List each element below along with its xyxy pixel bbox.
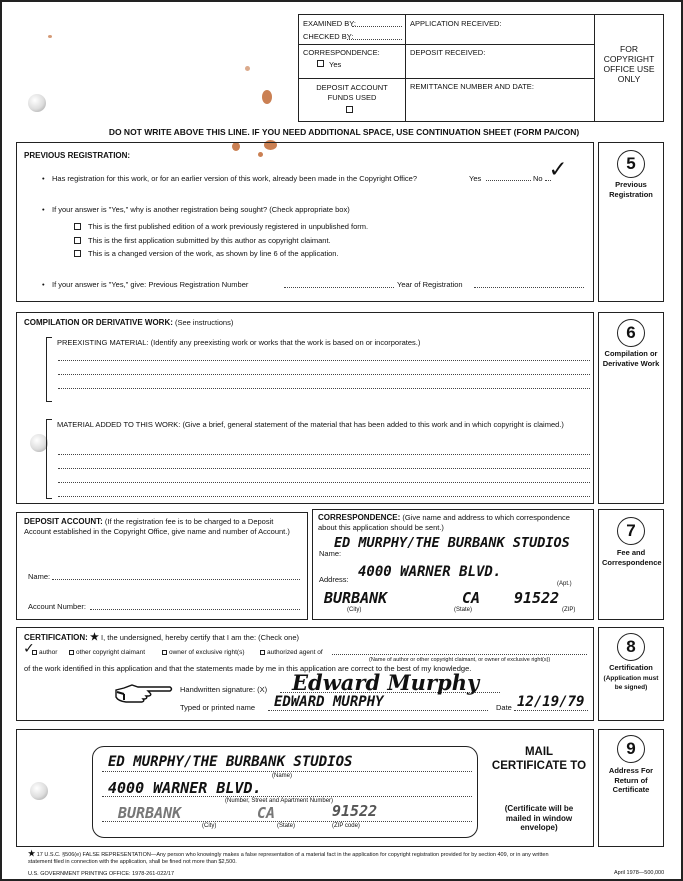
reason-option-1-label: This is the first published edition of a work previously registered in unpublished form. [88, 222, 369, 231]
section-6-number: 6 [617, 319, 645, 347]
bullet: • [42, 280, 45, 289]
correspondence-state-label: (State) [454, 607, 473, 613]
certification-intro: I, the undersigned, hereby certify that I am the: (Check one) [101, 633, 300, 642]
date-field[interactable] [514, 710, 588, 711]
star-icon: ★ [89, 632, 99, 643]
deposit-account-heading: DEPOSIT ACCOUNT: [24, 517, 103, 526]
certification-statement: of the work identified in this application and that the statements made by me in this application are correct to the best of my knowledge. [24, 664, 472, 673]
bullet: • [42, 174, 45, 183]
previous-registration-number-label: If your answer is "Yes," give: Previous Registration Number [52, 280, 249, 289]
mail-zip-value[interactable]: 91522 [332, 802, 378, 820]
deposit-account-used-checkbox[interactable] [346, 106, 353, 113]
pointing-hand-icon [114, 680, 174, 706]
edition-line: April 1978—500,000 [614, 870, 665, 876]
previous-registration-no: No [533, 174, 543, 183]
star-icon: ★ [28, 849, 36, 858]
application-received-label: APPLICATION RECEIVED: [410, 19, 502, 28]
mail-certificate-note: (Certificate will be mailed in window envelope) [504, 804, 574, 832]
previous-registration-heading: PREVIOUS REGISTRATION: [24, 151, 131, 160]
deposit-account-number-field[interactable] [90, 609, 300, 610]
material-added-line-2[interactable] [58, 468, 590, 469]
mail-street-value[interactable]: 4000 WARNER BLVD. [108, 779, 262, 797]
previous-registration-no-check[interactable]: ✓ [550, 154, 566, 184]
preexisting-line-3[interactable] [58, 388, 590, 389]
stain [245, 66, 250, 71]
owner-exclusive-checkbox[interactable] [162, 650, 167, 655]
correspondence-yes-label: Yes [329, 60, 342, 69]
author-check-mark[interactable]: ✓ [24, 638, 34, 657]
stain [262, 90, 272, 104]
deposit-account-instructions: (If the registration fee is to be charged to a Deposit Account established in the Copyright Office, give name and number of Account.) [24, 517, 290, 536]
punch-hole-top [28, 94, 46, 112]
other-claimant-option: other copyright claimant [76, 649, 146, 656]
compilation-heading: COMPILATION OR DERIVATIVE WORK: [24, 318, 173, 327]
preexisting-line-2[interactable] [58, 374, 590, 375]
material-added-line-1[interactable] [58, 454, 590, 455]
year-of-registration-field[interactable] [474, 287, 584, 288]
office-use-only-label: FOR COPYRIGHT OFFICE USE ONLY [603, 44, 655, 84]
correspondence-apt-label: (Apt.) [557, 581, 572, 587]
author-checkbox[interactable] [32, 650, 37, 655]
section-9-number: 9 [617, 735, 645, 763]
correspondence-state-value[interactable]: CA [462, 589, 481, 607]
previous-registration-number-field[interactable] [284, 287, 394, 288]
date-value[interactable]: 12/19/79 [517, 694, 585, 710]
false-representation-text: 17 U.S.C. §506(e) FALSE REPRESENTATION—Any person who knowingly makes a false representation of a material fact in the application for copyright registration provided for by section 409, or in any written statement filed in connection with the application, shall be fined not more than $2,500. [28, 852, 549, 865]
stain [48, 35, 52, 38]
correspondence-heading: CORRESPONDENCE: [318, 513, 401, 522]
other-claimant-checkbox[interactable] [69, 650, 74, 655]
correspondence-city-label: (City) [347, 607, 362, 613]
correspondence-name-value[interactable]: ED MURPHY/THE BURBANK STUDIOS [334, 535, 570, 551]
reason-option-2-label: This is the first application submitted by this author as copyright claimant. [88, 236, 331, 245]
mail-name-value[interactable]: ED MURPHY/THE BURBANK STUDIOS [108, 754, 353, 770]
authorized-agent-note: (Name of author or other copyright claimant, or owner of exclusive right(s)) [369, 657, 551, 663]
correspondence-instructions: (Give name and address to which correspondence about this application should be sent.) [318, 513, 570, 532]
previous-registration-yes: Yes [469, 174, 482, 183]
deposit-received-label: DEPOSIT RECEIVED: [410, 48, 486, 57]
deposit-name-field[interactable] [52, 579, 300, 580]
bullet: • [42, 205, 45, 214]
examined-by-label: EXAMINED BY: [303, 19, 356, 28]
authorized-agent-checkbox[interactable] [260, 650, 265, 655]
certification-heading: CERTIFICATION: [24, 633, 88, 642]
typed-name-field[interactable] [268, 710, 488, 711]
section-8-number: 8 [617, 633, 645, 661]
mail-city-label: (City) [202, 823, 217, 829]
authorized-agent-option: authorized agent of [267, 649, 323, 656]
section-6-label: Compilation or Derivative Work [602, 349, 660, 368]
preexisting-bracket [46, 337, 52, 402]
previous-registration-question: Has registration for this work, or for an earlier version of this work, already been made in the Copyright Office? [52, 174, 418, 183]
correspondence-zip-value[interactable]: 91522 [514, 589, 560, 607]
certification-intro-line [24, 633, 299, 642]
compilation-heading-note: (See instructions) [174, 318, 234, 327]
owner-exclusive-option: owner of exclusive right(s) [169, 649, 245, 656]
correspondence-zip-label: (ZIP) [562, 607, 576, 613]
reason-option-1-checkbox[interactable] [74, 223, 81, 230]
correspondence-address-label: Address: [319, 575, 349, 584]
section-7-label: Fee and Correspondence [602, 548, 662, 567]
mail-zip-label: (ZIP code) [332, 823, 360, 829]
correspondence-address-value[interactable]: 4000 WARNER BLVD. [358, 564, 502, 580]
correspondence-office-label: CORRESPONDENCE: [303, 48, 380, 57]
material-added-line-3[interactable] [58, 482, 590, 483]
deposit-name-label: Name: [28, 572, 51, 581]
reason-question: If your answer is "Yes," why is another registration being sought? (Check appropriate box) [52, 205, 350, 214]
deposit-account-used-label: DEPOSIT ACCOUNT FUNDS USED [316, 83, 388, 102]
mail-city-value[interactable]: BURBANK [118, 804, 182, 822]
preexisting-material-label: PREEXISTING MATERIAL: (Identify any preexisting work or works that the work is based on or incorporates.) [57, 338, 421, 347]
typed-name-label: Typed or printed name [180, 703, 256, 712]
section-8-note: (Application must be signed) [603, 675, 659, 691]
mail-state-value[interactable]: CA [257, 804, 276, 822]
mail-street-label: (Number, Street and Apartment Number) [225, 798, 334, 804]
typed-name-value[interactable]: EDWARD MURPHY [274, 694, 384, 710]
deposit-account-text [24, 517, 302, 536]
material-added-label: MATERIAL ADDED TO THIS WORK: (Give a brief, general statement of the material that has been added to this work and in which copyright is claimed.) [57, 420, 564, 429]
reason-option-3-checkbox[interactable] [74, 250, 81, 257]
mail-certificate-heading: MAIL CERTIFICATE TO [491, 746, 587, 772]
gpo-line: U.S. GOVERNMENT PRINTING OFFICE: 1978-261-022/17 [28, 871, 174, 877]
correspondence-name-label: Name: [319, 549, 342, 558]
year-of-registration-label: Year of Registration [397, 280, 463, 289]
reason-option-3-label: This is a changed version of the work, as shown by line 6 of the application. [88, 249, 339, 258]
correspondence-city-value[interactable]: BURBANK [324, 589, 388, 607]
material-added-line-4[interactable] [58, 496, 590, 497]
reason-option-2-checkbox[interactable] [74, 237, 81, 244]
preexisting-line-1[interactable] [58, 360, 590, 361]
deposit-account-number-label: Account Number: [28, 602, 86, 611]
date-label: Date [496, 703, 512, 712]
section-8-label: Certification [609, 663, 653, 672]
correspondence-yes-checkbox[interactable] [317, 60, 324, 67]
section-5-label: Previous Registration [609, 180, 653, 199]
mail-name-label: (Name) [272, 773, 293, 779]
section-5-number: 5 [617, 150, 645, 178]
remittance-label: REMITTANCE NUMBER AND DATE: [410, 82, 534, 91]
mail-state-label: (State) [277, 823, 296, 829]
checked-by-label: CHECKED BY: [303, 32, 354, 41]
author-option: author [39, 649, 58, 656]
signature-label: Handwritten signature: (X) [180, 685, 268, 694]
material-added-bracket [46, 419, 52, 499]
false-representation-notice [28, 851, 568, 865]
do-not-write-notice: DO NOT WRITE ABOVE THIS LINE. IF YOU NEED ADDITIONAL SPACE, USE CONTINUATION SHEET (FORM PA/CON) [108, 127, 580, 137]
authorized-agent-field[interactable] [332, 654, 587, 655]
signature-value[interactable]: Edward Murphy [292, 670, 480, 695]
section-7-number: 7 [617, 517, 645, 545]
section-9-label: Address For Return of Certificate [608, 766, 654, 794]
correspondence-text [318, 513, 588, 532]
compilation-heading-line [24, 318, 233, 327]
